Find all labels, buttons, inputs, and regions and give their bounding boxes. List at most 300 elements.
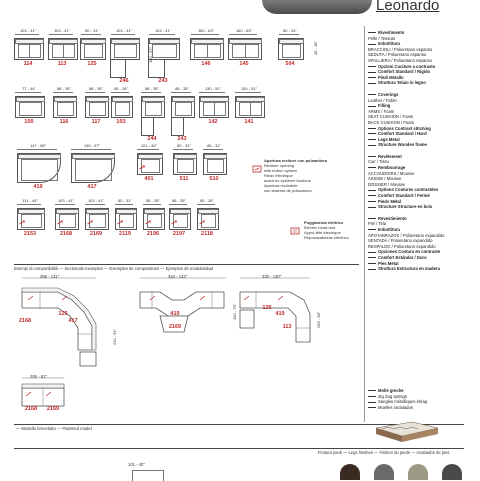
spec-text: Opciones Costura en contraste: [378, 249, 441, 255]
patent-note: — Modello brevettato — Patented model: [16, 426, 92, 431]
spec-text: RESPALDO / Poliuretano expandido: [368, 243, 436, 249]
spec-text: ASSISE / Mousse: [368, 176, 402, 182]
module-drawing: [80, 38, 106, 60]
spec-line: [368, 266, 480, 272]
module-dimension: 65 - 26": [114, 86, 128, 91]
module-cell: [226, 28, 262, 92]
composition-vertical-dim: 250 - 98": [316, 311, 321, 328]
module-code: 117: [91, 119, 101, 125]
module-code: 116: [59, 119, 69, 125]
backrest: [236, 97, 265, 102]
module-code: 103: [116, 119, 126, 125]
module-code: 417: [87, 184, 97, 190]
vertical-dimension: 180 - 67": [148, 46, 153, 63]
module-dimension: 160 - 63": [235, 28, 253, 33]
spec-text: Piel / Tela: [368, 221, 387, 227]
module-row-2: [0, 86, 345, 146]
composition-4: [22, 378, 64, 406]
module-code: 100: [24, 119, 34, 125]
module-dimension: 103 - 41": [115, 28, 133, 33]
headrest-note-title: Poggiatesta elettrico: [304, 220, 344, 225]
spec-dash: [368, 72, 376, 73]
module-cell: [276, 28, 304, 92]
composition-dimension: 344 - 143": [168, 274, 188, 279]
spec-text: Options Contrast stitching: [378, 125, 431, 131]
module-drawing: [71, 153, 115, 183]
spec-text: Filling: [378, 103, 391, 109]
spec-dash: [368, 201, 376, 202]
module-cell: [108, 86, 134, 150]
module-drawing: [173, 153, 197, 175]
module-dimension: 160 - 63": [197, 28, 215, 33]
module-drawing: [53, 96, 77, 118]
module-code: 2169: [89, 231, 103, 237]
column-divider: [364, 26, 365, 422]
module-drawing: [85, 96, 109, 118]
spec-dash: [368, 252, 376, 253]
module-dimension: 80 - 31": [118, 198, 132, 203]
seat-cushion: [57, 102, 74, 116]
dimension-line: [71, 149, 111, 150]
spec-block: [368, 92, 480, 148]
seat-cushion: [29, 44, 41, 58]
dimension-line: [203, 149, 223, 150]
recliner-note: [264, 158, 344, 193]
dimension-line: [169, 204, 187, 205]
seat-cushion: [145, 102, 162, 116]
recliner-note-line: with button system: [264, 168, 298, 173]
module-cell: [232, 86, 266, 150]
module-dimension: 80 - 31": [283, 28, 297, 33]
spec-block: [368, 154, 480, 210]
spec-dash: [368, 44, 376, 45]
chaise-extension: [171, 116, 184, 136]
module-dimension: 111 - 44": [22, 198, 38, 203]
module-cell: [50, 86, 78, 150]
backrest: [200, 97, 229, 102]
springs-line: Sangles métalliques étirag: [378, 399, 428, 405]
recliner-icon: [117, 212, 123, 230]
recliner-note-line: Recliner opening: [264, 163, 295, 168]
spec-line: [368, 204, 480, 210]
backrest: [86, 97, 109, 102]
dimension-line: [17, 149, 57, 150]
dimension-line: [115, 204, 133, 205]
composition-code: 419: [275, 311, 285, 317]
seat-cushion: [214, 102, 226, 116]
recliner-icon: [171, 212, 177, 230]
recliner-note-line: avant en système boutons: [264, 178, 311, 183]
dimension-line: [55, 204, 75, 205]
spec-dash: [368, 263, 376, 264]
chaise-extension: [110, 58, 126, 78]
spec-text: ACCOUDOIRS / Mousse: [368, 170, 415, 176]
composition-code: 113: [282, 324, 292, 330]
spec-text: SEDUTA / Poliuretano espanso: [368, 52, 427, 58]
dimension-line: [137, 149, 159, 150]
spec-dash: [368, 207, 376, 208]
module-code: 142: [208, 119, 218, 125]
recliner-icon: [252, 160, 262, 168]
spec-dash: [368, 133, 376, 134]
spec-dash: [368, 167, 376, 168]
spec-text: Struttura Telaio in legno: [378, 80, 426, 86]
module-drawing: [14, 38, 44, 60]
spec-text: Structure Structure en bois: [378, 204, 433, 210]
chaise-extension: [141, 116, 154, 136]
seat-cushion: [115, 102, 130, 116]
dimension-line: [49, 34, 73, 35]
headrest-note-line: Appui-tête électrique: [304, 230, 341, 235]
module-code: 510: [209, 176, 219, 182]
module-row-1: [0, 28, 345, 88]
header: [0, 0, 480, 20]
seat-cushion: [89, 102, 106, 116]
recliner-note-line: Relax électrique: [264, 173, 293, 178]
module-drawing: [228, 38, 262, 60]
dimension-line: [191, 34, 219, 35]
module-drawing: [15, 96, 45, 118]
dimension-line: [53, 92, 73, 93]
composition-code: 419: [170, 311, 180, 317]
seat-cushion: [84, 44, 103, 58]
spec-dash: [368, 94, 376, 95]
seat-cushion: [194, 44, 208, 58]
spec-text: Revêtement: [378, 153, 402, 159]
spec-dash: [368, 218, 376, 219]
seat-cushion: [75, 159, 112, 181]
module-code: 2197: [172, 231, 186, 237]
module-dimension: 88 - 35": [57, 86, 71, 91]
recliner-icon: [57, 212, 63, 230]
springs-line: Zig Zag springs: [378, 393, 407, 399]
backrest: [111, 39, 140, 44]
module-code: 401: [144, 176, 154, 182]
module-drawing: [171, 96, 195, 118]
module-dimension: 103 - 41": [19, 28, 37, 33]
dimension-line: [173, 149, 193, 150]
dimension-line: [197, 204, 215, 205]
seat-cushion: [177, 159, 194, 173]
backrest: [204, 154, 227, 159]
module-row-4: [0, 198, 300, 258]
module-code: 504: [285, 61, 295, 67]
module-cell: [14, 198, 46, 262]
module-cell: [168, 86, 196, 150]
backrest: [229, 39, 262, 44]
module-drawing: [110, 38, 140, 60]
seat-cushion: [175, 102, 192, 116]
module-dimension: 80 - 31": [85, 28, 99, 33]
dimension-line: [235, 92, 261, 93]
spec-line: [368, 142, 480, 148]
module-cell: [194, 198, 220, 262]
backrest: [279, 39, 304, 44]
spec-text: Struttura Estructura en madera: [378, 266, 440, 272]
seat-cushion: [282, 44, 301, 58]
module-dimension: 88 - 35": [146, 198, 160, 203]
spec-text: ARMS / Foam: [368, 108, 395, 114]
dimension-line: [149, 34, 175, 35]
dimension-line: [171, 92, 191, 93]
spec-dash: [368, 66, 376, 67]
spec-text: Comfort Standard / Rigido: [378, 69, 431, 75]
backrest: [15, 39, 44, 44]
module-dimension: 103 - 41": [53, 28, 71, 33]
composition-dimension: 330 - 130": [262, 274, 282, 279]
backrest: [149, 39, 180, 44]
module-dimension: 80 - 31": [177, 143, 191, 148]
spec-text: Comfort Standard / Hard: [378, 131, 427, 137]
springs-note: [368, 388, 480, 410]
spec-text: DOSSIER / Mousse: [368, 181, 406, 187]
module-cell: [46, 28, 78, 92]
spec-text: Comfort Estándar / Duro: [378, 254, 427, 260]
spec-text: Coverings: [378, 91, 399, 97]
recliner-icon: [145, 212, 151, 230]
backrest: [81, 39, 106, 44]
spec-text: SPALLIERA / Poliuretano espanso: [368, 57, 432, 63]
spec-text: Piedi Metallo: [378, 74, 404, 80]
dimension-line: [85, 92, 105, 93]
spec-text: SENTADA / Poliuretano expandido: [368, 238, 433, 244]
composition-code: 125: [58, 311, 68, 317]
spec-dash: [368, 195, 376, 196]
module-dimension: 80 - 31": [207, 143, 221, 148]
leg-finish-swatch: [374, 464, 394, 480]
leg-finish-swatch: [340, 464, 360, 480]
module-code: 419: [33, 184, 43, 190]
seat-cushion: [19, 102, 42, 116]
spec-text: Legs Metal: [378, 136, 400, 142]
seat-cushion: [207, 44, 221, 58]
seat-cushion: [207, 159, 224, 173]
module-code: 2196: [146, 231, 160, 237]
module-drawing: [111, 96, 133, 118]
composition-code: 2168: [24, 406, 38, 412]
spec-text: Cuir / Tissu: [368, 159, 389, 165]
module-drawing: [278, 38, 304, 60]
spec-block: [368, 216, 480, 272]
module-code: 125: [87, 61, 97, 67]
backrest: [172, 97, 195, 102]
dimension-line: [111, 34, 135, 35]
spec-dash: [368, 32, 376, 33]
backrest: [72, 154, 115, 159]
leg-finish-swatch: [442, 464, 462, 480]
backrest: [142, 97, 165, 102]
composition-dimension: 206 - 81": [30, 374, 47, 379]
spec-text: Pelle / Tessuto: [368, 35, 396, 41]
backrest: [54, 97, 77, 102]
spec-text: Structure Wooden frame: [378, 142, 427, 148]
leg-finish-swatch: [408, 464, 428, 480]
headrest-note-line: Electric head-rest: [304, 225, 336, 230]
module-cell: [82, 86, 110, 150]
spec-text: Rivestimento: [378, 30, 405, 35]
recliner-note-line: Apertura reclinable: [264, 183, 298, 188]
module-cell: [82, 198, 110, 262]
dimension-line: [17, 204, 41, 205]
module-code: 145: [239, 61, 249, 67]
module-drawing: [199, 96, 229, 118]
backrest: [191, 39, 224, 44]
recliner-icon: [139, 157, 145, 175]
dimension-line: [199, 92, 225, 93]
module-cell: [52, 198, 80, 262]
module-dimension: 103 - 41": [154, 28, 172, 33]
spec-text: Pieds Métal: [378, 198, 402, 204]
specifications-column: [368, 30, 480, 278]
spec-dash: [368, 139, 376, 140]
finishes-caption: Finitura piedi — Legs finishes — Finition du pieds — Acabados de pies: [318, 450, 450, 455]
module-cell: [108, 28, 140, 92]
section-divider: [14, 448, 464, 449]
spec-text: Options Coutures contrastées: [378, 187, 439, 193]
module-code: 243: [158, 78, 168, 84]
module-dimension: 88 - 35": [175, 86, 189, 91]
spec-text: Opzioni Cuciture a contrasto: [378, 63, 436, 69]
spec-dash: [368, 156, 376, 157]
module-code: 2168: [59, 231, 73, 237]
module-dimension: 145 - 57": [83, 143, 101, 148]
bottom-dimension: 101 - 40": [128, 462, 145, 467]
module-code: 244: [147, 136, 157, 142]
spec-text: APOYABRAZOS / Poliuretano expandido: [368, 232, 445, 238]
composition-code: 2168: [18, 318, 32, 324]
seat-cushion: [232, 44, 246, 58]
module-code: 146: [201, 61, 211, 67]
recliner-note-line: con sistema de pulsadores: [264, 188, 312, 193]
springs-title: Molle greche: [378, 388, 404, 393]
spec-text: SEAT CUSHION / Foam: [368, 114, 414, 120]
module-cell: [112, 198, 138, 262]
spec-text: Leather / Fabric: [368, 97, 398, 103]
dimension-line: [15, 92, 41, 93]
seat-cushion: [250, 102, 262, 116]
module-drawing: [141, 96, 165, 118]
composition-dimension: 356 - 131": [40, 274, 60, 279]
module-cell: [166, 198, 192, 262]
module-drawing: [235, 96, 265, 118]
spec-text: Imbottitura: [378, 41, 400, 47]
seat-cushion: [21, 159, 58, 181]
compositions-caption: Esempi di componibilità — Sectionals examples — Exemples de compositions — Ejemplos de modularidad: [14, 266, 213, 271]
spec-dash: [368, 77, 376, 78]
spec-text: Comfort Standard / Fermé: [378, 193, 430, 199]
compositions-drawing: [0, 270, 360, 440]
spec-dash: [368, 145, 376, 146]
module-drawing: [48, 38, 78, 60]
composition-code: 2169: [46, 406, 60, 412]
seat-cushion: [63, 44, 75, 58]
spec-line: [368, 80, 480, 86]
module-cell: [78, 28, 106, 92]
section-divider: [14, 264, 359, 265]
module-drawing: [17, 153, 61, 183]
dimension-line: [111, 92, 129, 93]
vertical-dimension: 45 - 18": [313, 41, 318, 55]
seat-cushion: [245, 44, 259, 58]
spec-text: Rembourrage: [378, 165, 406, 171]
module-cell: [138, 86, 166, 150]
module-dimension: 147 - 58": [29, 143, 47, 148]
bottom-module: [132, 470, 164, 481]
module-code: 113: [57, 61, 67, 67]
backrest: [49, 39, 78, 44]
module-dimension: 130 - 51": [204, 86, 222, 91]
spec-dash: [368, 106, 376, 107]
recliner-icon: [199, 212, 205, 230]
module-cell: [12, 28, 44, 92]
module-dimension: 65 - 26": [200, 198, 214, 203]
seat-cushion: [114, 44, 137, 58]
spec-dash: [368, 128, 376, 129]
spec-dash: [368, 229, 376, 230]
module-dimension: 101 - 40": [140, 143, 158, 148]
spec-text: BACK CUSHION / Foam: [368, 119, 415, 125]
headrest-note-line: Reposacabezas eléctrico: [304, 235, 349, 240]
module-dimension: 88 - 35": [172, 198, 186, 203]
backrest: [16, 97, 45, 102]
spec-dash: [368, 257, 376, 258]
module-code: 246: [119, 78, 129, 84]
sofa-photo: [262, 0, 372, 14]
dimension-line: [141, 92, 161, 93]
composition-code: 417: [68, 318, 78, 324]
composition-vertical-dim: 190 - 75": [232, 303, 237, 320]
dimension-line: [143, 204, 161, 205]
dimension-line: [229, 34, 257, 35]
backrest: [174, 154, 197, 159]
spec-dash: [368, 83, 376, 84]
spec-text: Imbottitura: [378, 227, 400, 232]
headrest-icon: [290, 222, 300, 230]
spec-text: Revestimiento: [378, 215, 407, 221]
module-dimension: 130 - 51": [240, 86, 258, 91]
module-cell: [140, 198, 166, 262]
module-code: 511: [179, 176, 189, 182]
recliner-icon: [19, 212, 25, 230]
spec-dash: [368, 269, 376, 270]
module-code: 114: [23, 61, 33, 67]
spec-text: Pies Metal: [378, 260, 399, 266]
module-cell: [188, 28, 224, 92]
dimension-line: [85, 204, 105, 205]
dimension-line: [279, 34, 299, 35]
composition-code: 2169: [168, 324, 182, 330]
module-code: 2119: [119, 231, 131, 237]
module-code: 141: [244, 119, 254, 125]
module-code: 2153: [23, 231, 37, 237]
backrest: [112, 97, 133, 102]
dimension-line: [15, 34, 39, 35]
zigzag-springs-photo: [372, 420, 442, 444]
module-dimension: 88 - 35": [145, 86, 159, 91]
module-dimension: 88 - 35": [89, 86, 103, 91]
springs-line: Muelles ondulados: [378, 404, 413, 410]
module-drawing: [190, 38, 224, 60]
dimension-line: [81, 34, 101, 35]
module-dimension: 103 - 41": [57, 198, 75, 203]
seat-cushion: [152, 44, 177, 58]
spec-block: [368, 30, 480, 86]
recliner-note-title: Apertura recliner con pulsantiera: [264, 158, 327, 163]
recliner-icon: [87, 212, 93, 230]
module-code: 2118: [201, 231, 213, 237]
module-cell: [12, 86, 46, 150]
spec-dash: [368, 190, 376, 191]
